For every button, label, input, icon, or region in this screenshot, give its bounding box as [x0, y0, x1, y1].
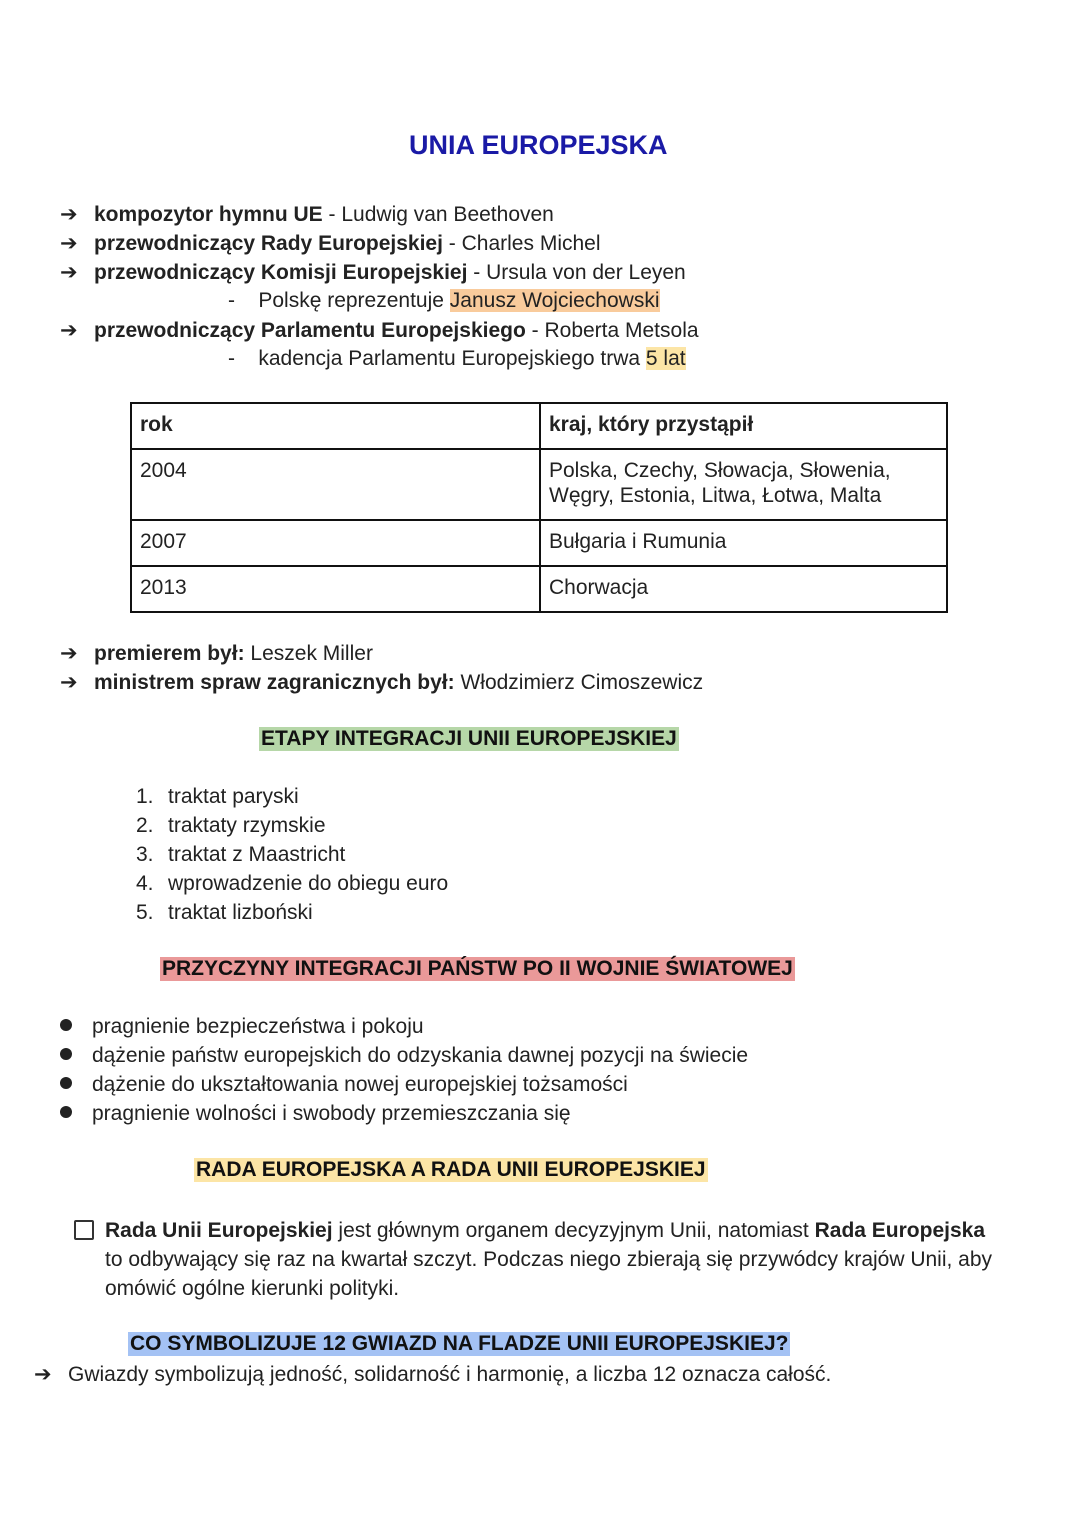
list-item: dążenie do ukształtowania nowej europejskiej tożsamości	[60, 1073, 628, 1097]
table-header: rok	[131, 403, 540, 449]
arrow-icon: ➔	[34, 1363, 52, 1386]
table-row	[131, 449, 947, 520]
fact-item: ➔ przewodniczący Komisji Europejskiej - Ursula von der Leyen	[60, 261, 686, 284]
fact-item: ➔ przewodniczący Rady Europejskiej - Charles Michel	[60, 232, 601, 255]
fact-value: Roberta Metsola	[544, 319, 699, 342]
table-header-row	[131, 403, 947, 449]
highlight-name: Janusz Wojciechowski	[449, 289, 660, 312]
table-cell-countries: Bułgaria i Rumunia	[540, 520, 947, 566]
list-item: 2. traktaty rzymskie	[136, 814, 326, 837]
table-header: kraj, który przystąpił	[540, 403, 947, 449]
arrow-icon: ➔	[60, 671, 78, 694]
government-label: ministrem spraw zagranicznych był:	[94, 671, 455, 694]
fact-label: przewodniczący Parlamentu Europejskiego	[94, 319, 526, 342]
list-item: 4. wprowadzenie do obiegu euro	[136, 872, 449, 895]
government-item	[60, 641, 373, 666]
bullet-icon	[60, 1048, 72, 1060]
government-label: premierem był:	[94, 642, 245, 665]
list-item: dążenie państw europejskich do odzyskania dawnej pozycji na świecie	[60, 1044, 748, 1068]
fact-item: ➔ przewodniczący Parlamentu Europejskiego - Roberta Metsola	[60, 319, 699, 342]
table-cell-year: 2004	[131, 449, 540, 520]
highlight-term: 5 lat	[645, 347, 686, 370]
fact-item: ➔ kompozytor hymnu UE - Ludwig van Beethoven	[60, 203, 554, 226]
sub-note-parliament	[228, 347, 686, 371]
sub-note-text: Polskę reprezentuje	[258, 289, 450, 312]
sub-note-commission	[228, 289, 660, 313]
list-item: 5. traktat lizboński	[136, 901, 313, 924]
fact-value: Charles Michel	[461, 232, 601, 255]
stages-heading: ETAPY INTEGRACJI UNII EUROPEJSKIEJ	[261, 727, 677, 750]
reasons-heading: PRZYCZYNY INTEGRACJI PAŃSTW PO II WOJNIE ŚWIATOWEJ	[162, 957, 793, 980]
list-item: 1. traktat paryski	[136, 785, 299, 808]
arrow-icon: ➔	[60, 261, 78, 284]
list-item: pragnienie wolności i swobody przemieszczania się	[60, 1102, 571, 1126]
fact-label: kompozytor hymnu UE	[94, 203, 323, 226]
bullet-icon	[60, 1106, 72, 1118]
table-cell-year: 2007	[131, 520, 540, 566]
dash-icon: -	[228, 289, 235, 312]
table-cell-countries: Chorwacja	[540, 566, 947, 612]
councils-heading: RADA EUROPEJSKA A RADA UNII EUROPEJSKIEJ	[196, 1158, 706, 1181]
bullet-icon	[60, 1019, 72, 1031]
arrow-icon: ➔	[60, 203, 78, 226]
table-row	[131, 520, 947, 566]
dash-icon: -	[228, 347, 235, 370]
councils-paragraph: Rada Unii Europejskiej jest głównym organem decyzyjnym Unii, natomiast Rada Europejska to odbywający się raz na kwartał szczyt. Podczas niego zbierają się przywódcy krajów Unii, aby omówić ogólne kierunki polityki.	[105, 1219, 993, 1300]
page-title: UNIA EUROPEJSKA	[409, 130, 668, 160]
accession-table	[130, 402, 948, 613]
table-cell-year: 2013	[131, 566, 540, 612]
list-item: pragnienie bezpieczeństwa i pokoju	[60, 1015, 424, 1039]
government-item	[60, 670, 703, 695]
stars-heading: CO SYMBOLIZUJE 12 GWIAZD NA FLADZE UNII EUROPEJSKIEJ?	[130, 1332, 789, 1355]
table-cell-countries: Polska, Czechy, Słowacja, Słowenia, Węgry, Estonia, Litwa, Łotwa, Malta	[540, 449, 947, 520]
government-value: Włodzimierz Cimoszewicz	[460, 671, 704, 694]
checkbox-icon[interactable]	[74, 1220, 94, 1246]
table-row	[131, 566, 947, 612]
fact-label: przewodniczący Komisji Europejskiej	[94, 261, 468, 284]
fact-value: Ludwig van Beethoven	[341, 203, 554, 226]
sub-note-text: kadencja Parlamentu Europejskiego trwa	[258, 347, 646, 370]
government-value: Leszek Miller	[250, 642, 373, 665]
arrow-icon: ➔	[60, 319, 78, 342]
list-item: 3. traktat z Maastricht	[136, 843, 346, 866]
arrow-icon: ➔	[60, 232, 78, 255]
bullet-icon	[60, 1077, 72, 1089]
arrow-icon: ➔	[60, 642, 78, 665]
fact-label: przewodniczący Rady Europejskiej	[94, 232, 443, 255]
fact-value: Ursula von der Leyen	[486, 261, 686, 284]
stars-answer: ➔ Gwiazdy symbolizują jedność, solidarność i harmonię, a liczba 12 oznacza całość.	[34, 1363, 832, 1386]
